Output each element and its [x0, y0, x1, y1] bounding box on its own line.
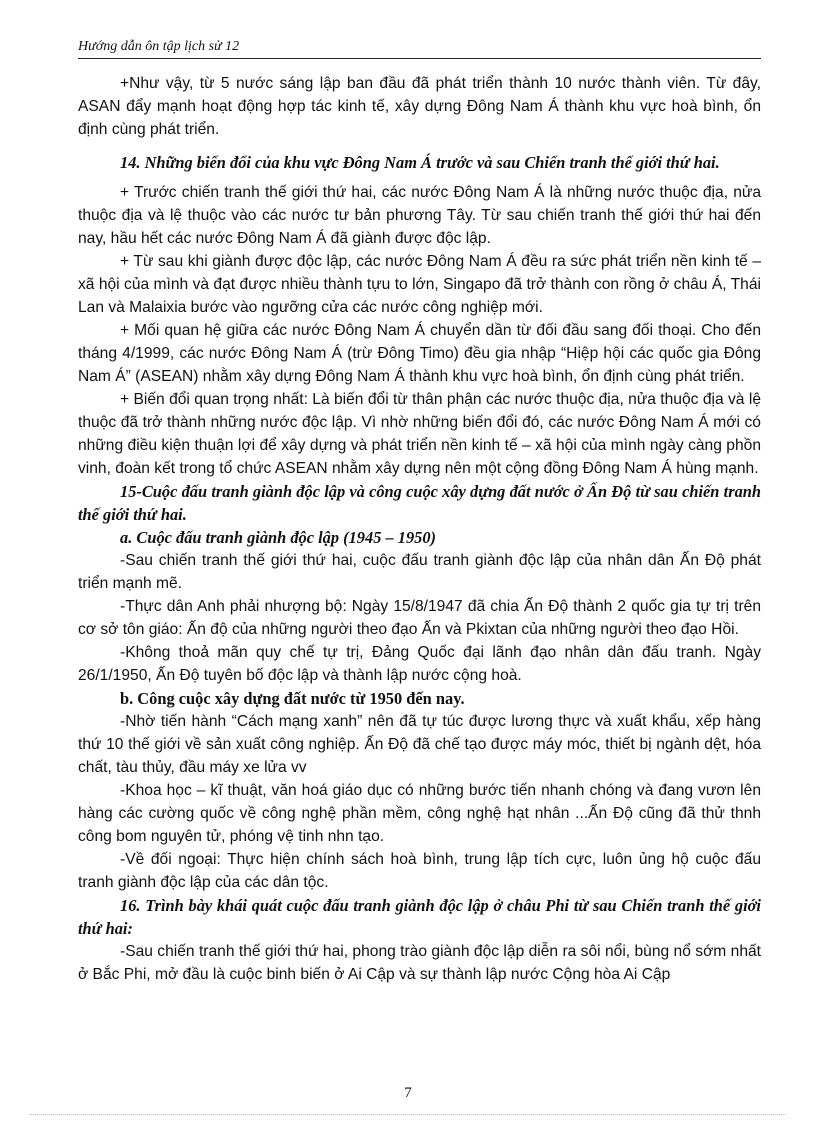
paragraph-foreign-policy: -Về đối ngoại: Thực hiện chính sách hoà bình, trung lập tích cực, luôn ủng hộ cuộc đấu tranh giành độc lập của các dân tộc.: [78, 851, 761, 891]
paragraph-asean-summary: +Như vậy, từ 5 nước sáng lập ban đầu đã phát triển thành 10 nước thành viên. Từ đây, ASAN đẩy mạnh hoạt động hợp tác kinh tế, xây dựng Đông Nam Á thành khu vực hoà bình, ổn định cùng phát triển.: [78, 75, 761, 138]
bottom-divider: [30, 1114, 786, 1115]
paragraph-relations: + Mối quan hệ giữa các nước Đông Nam Á chuyển dần từ đối đầu sang đối thoại. Cho đến tháng 4/1999, các nước Đông Nam Á (trừ Đông Timo) đều gia nhập “Hiệp hội các quốc gia Đông Nam Á” (ASEAN) nhằm xây dựng Đông Nam Á thành khu vực hoà bình, ổn định cùng phát triển.: [78, 322, 761, 385]
page-number: 7: [404, 1085, 412, 1101]
paragraph-most-important-change: + Biến đổi quan trọng nhất: Là biến đổi từ thân phận các nước thuộc địa, nửa thuộc địa và lệ thuộc đã trở thành những nước độc lập. Vì nhờ những biến đổi đó, các nước Đông Nam Á mới có những điều kiện thuận lợi để xây dựng và phát triển nền kinh tế – xã hội của mình ngày càng phồn vinh, đoàn kết trong tổ chức ASEAN nhằm xây dựng nên một cộng đồng Đông Nam Á hùng mạnh.: [78, 391, 761, 477]
paragraph-independence-1950: -Không thoả mãn quy chế tự trị, Đảng Quốc đại lãnh đạo nhân dân đấu tranh. Ngày 26/1/1950, Ấn Độ tuyên bố độc lập và thành lập nước cộng hoà.: [78, 644, 761, 684]
paragraph-green-revolution: -Nhờ tiến hành “Cách mạng xanh” nên đã tự túc được lương thực và xuất khẩu, xếp hàng thứ 10 thế giới về sản xuất công nghiệp. Ấn Độ đã chế tạo được máy móc, thiết bị ngành dệt, hóa chất, tàu thủy, đầu máy xe lửa vv: [78, 713, 761, 776]
subheading-15b: b. Công cuộc xây dựng đất nước từ 1950 đến nay.: [120, 689, 465, 708]
heading-section-16: 16. Trình bày khái quát cuộc đấu tranh giành độc lập ở châu Phi từ sau Chiến tranh thế giới thứ hai:: [78, 896, 761, 938]
paragraph-science-tech: -Khoa học – kĩ thuật, văn hoá giáo dục có những bước tiến nhanh chóng và đang vươn lên hàng các cường quốc về công nghệ phần mềm, công nghệ hạt nhân ...Ấn Độ cũng đã thử thnh công bom nguyên tử, phóng vệ tinh nhn tạo.: [78, 782, 761, 845]
page-content: [78, 72, 761, 986]
heading-section-14: 14. Những biến đổi của khu vực Đông Nam Á trước và sau Chiến tranh thế giới thứ hai.: [120, 153, 720, 172]
paragraph-africa-independence: -Sau chiến tranh thế giới thứ hai, phong trào giành độc lập diễn ra sôi nổi, bùng nổ sớm nhất ở Bắc Phi, mở đầu là cuộc binh biến ở Ai Cập và sự thành lập nước Cộng hòa Ai Cập: [78, 943, 761, 983]
paragraph-before-ww2: + Trước chiến tranh thế giới thứ hai, các nước Đông Nam Á là những nước thuộc địa, nửa thuộc địa và lệ thuộc vào các nước tư bản phương Tây. Từ sau chiến tranh thế giới thứ hai đến nay, hầu hết các nước Đông Nam Á đã giành được độc lập.: [78, 184, 761, 247]
heading-section-15: 15-Cuộc đấu tranh giành độc lập và công cuộc xây dựng đất nước ở Ấn Độ từ sau chiến tranh thế giới thứ hai.: [78, 482, 761, 524]
paragraph-india-struggle: -Sau chiến tranh thế giới thứ hai, cuộc đấu tranh giành độc lập của nhân dân Ấn Độ phát triển mạnh mẽ.: [78, 552, 761, 592]
running-header: Hướng dẫn ôn tập lịch sử 12: [78, 38, 761, 59]
paragraph-after-independence: + Từ sau khi giành được độc lập, các nước Đông Nam Á đều ra sức phát triển nền kinh tế – xã hội của mình và đạt được nhiều thành tựu to lớn, Singapo đã trở thành con rồng ở châu Á, Thái Lan và Malaixia bước vào ngưỡng cửa các nước công nghiệp mới.: [78, 253, 761, 316]
subheading-15a: a. Cuộc đấu tranh giành độc lập (1945 – 1950): [120, 528, 437, 547]
paragraph-british-concession: -Thực dân Anh phải nhượng bộ: Ngày 15/8/1947 đã chia Ấn Độ thành 2 quốc gia tự trị trên cơ sở tôn giáo: Ấn độ của những người theo đạo Ấn và Pkixtan của những người theo đạo Hồi.: [78, 598, 761, 638]
